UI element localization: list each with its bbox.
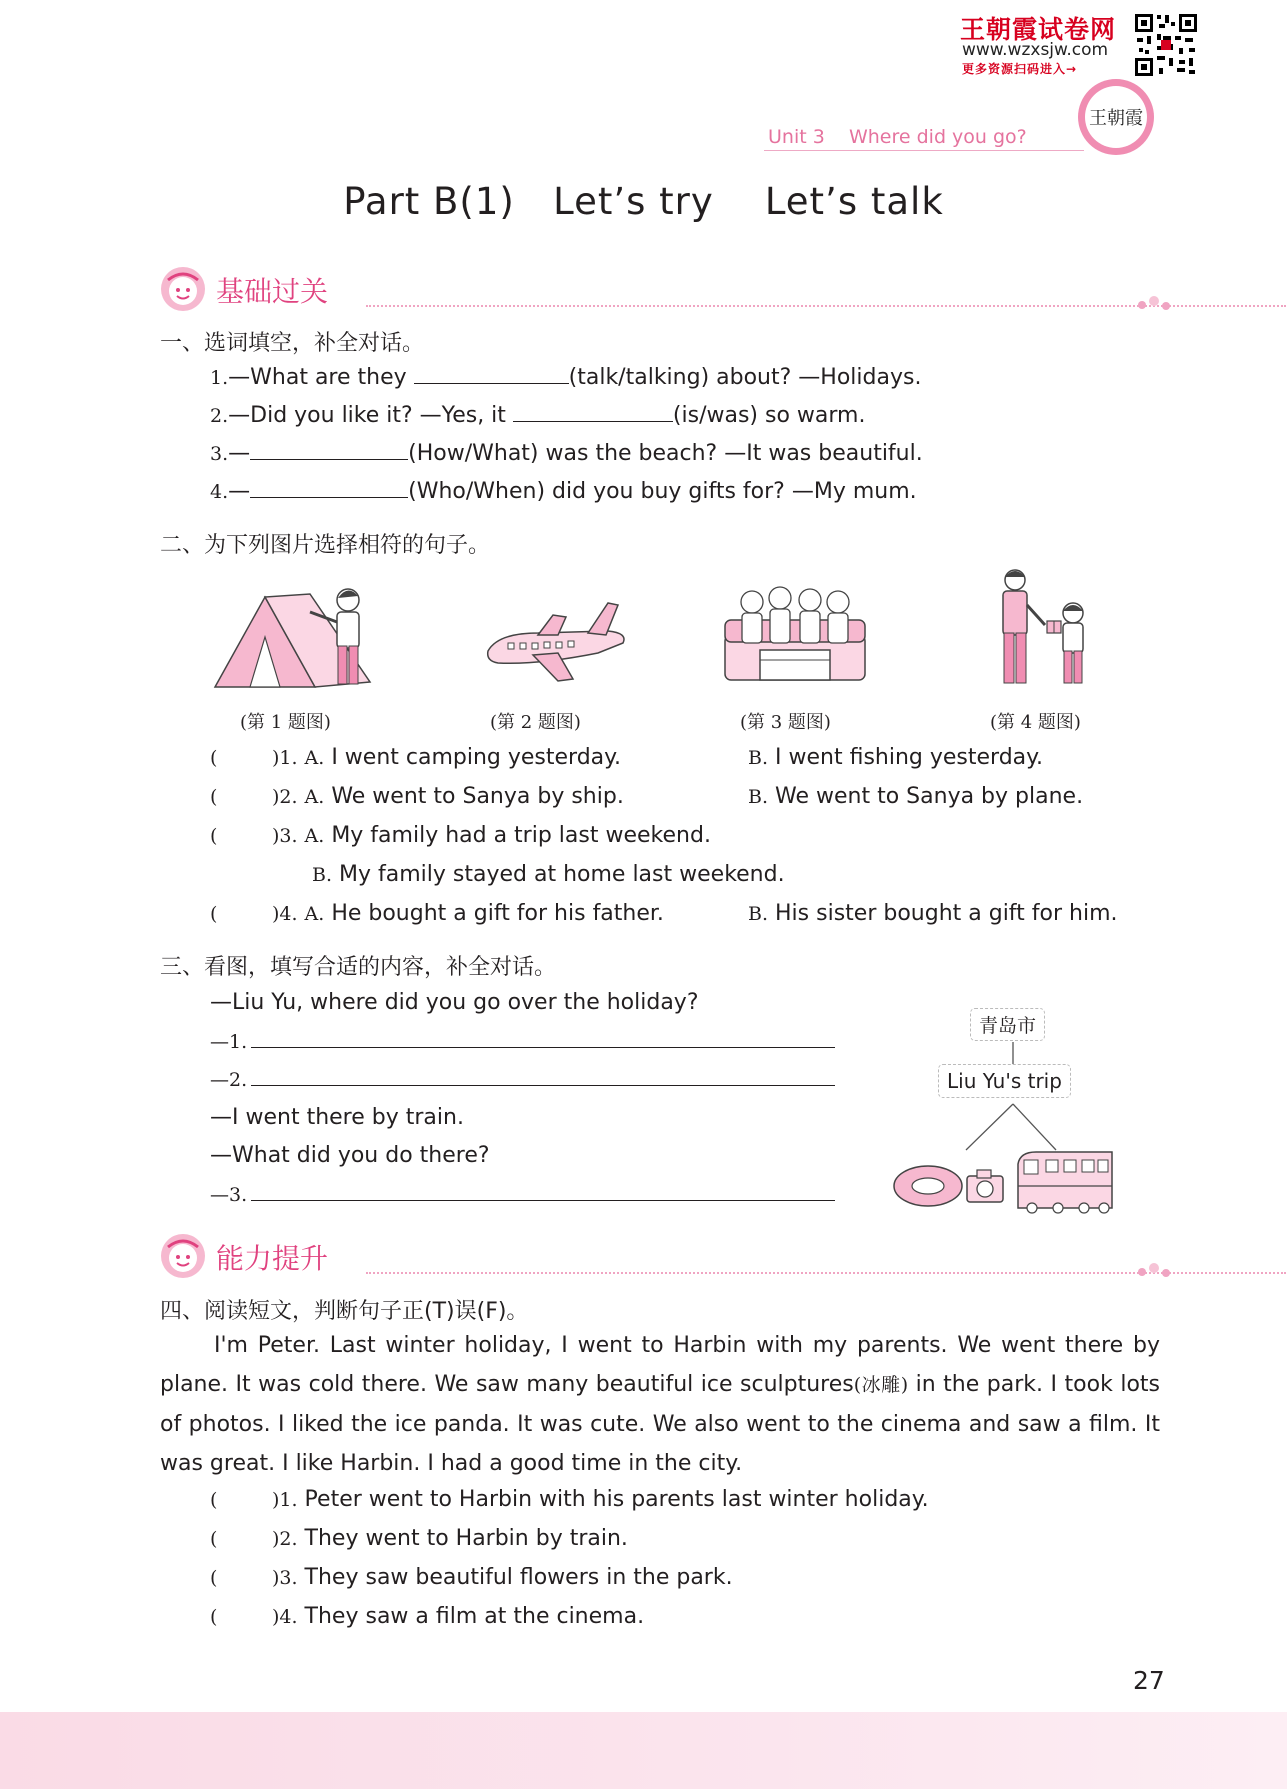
- q2-item-1: [210, 745, 621, 770]
- option-b-label: B.: [748, 903, 769, 925]
- item-number: )4.: [272, 903, 298, 925]
- camping-tent-picture: [205, 582, 405, 697]
- family-at-home-picture: [720, 580, 870, 695]
- q3-answer-2: [210, 1067, 835, 1092]
- q1-item-2-suffix: (is/was) so warm.: [672, 403, 866, 428]
- trip-diagram: [888, 996, 1138, 1226]
- qr-code-icon[interactable]: [1133, 12, 1199, 78]
- q2-item-3-b: [312, 862, 785, 887]
- option-b: His sister bought a gift for him.: [775, 901, 1118, 926]
- item-number: )2.: [272, 786, 298, 808]
- q2-item-3: [210, 823, 711, 848]
- section-title-basic: 基础过关: [216, 275, 329, 308]
- option-b: I went fishing yesterday.: [775, 745, 1044, 770]
- q4-item-1: [210, 1487, 929, 1512]
- answer-paren-open[interactable]: (: [210, 903, 218, 925]
- answer-blank[interactable]: [414, 365, 569, 384]
- q1-item-4-prefix: —: [228, 479, 251, 504]
- q1-item-4-suffix: (Who/When) did you buy gifts for? —My mum.: [408, 479, 917, 504]
- answer-paren-open[interactable]: (: [210, 1489, 218, 1511]
- seal-emblem-icon: [1075, 76, 1157, 158]
- answer-blank[interactable]: [251, 1029, 835, 1048]
- header-rule: [764, 150, 1084, 151]
- q1-item-2-prefix: —Did you like it? —Yes, it: [228, 403, 513, 428]
- page-title: Part B(1) Let’s try Let’s talk: [343, 180, 944, 223]
- train-icon: [1012, 1146, 1122, 1214]
- item-number: )1.: [272, 747, 298, 769]
- q1-item-2: [210, 403, 865, 428]
- q4-item-4: [210, 1604, 644, 1629]
- dots-ornament-icon: [1136, 295, 1176, 315]
- q2-item-4: [210, 901, 664, 926]
- q1-item-1-prefix: —What are they: [228, 365, 414, 390]
- picture-caption-2: (第 2 题图): [490, 712, 581, 733]
- answer-paren-open[interactable]: (: [210, 786, 218, 808]
- brand-url[interactable]: www.wzxsjw.com: [962, 40, 1109, 60]
- picture-caption-3: (第 3 题图): [740, 712, 831, 733]
- cartoon-face-icon: [160, 1233, 206, 1279]
- reading-passage: [160, 1326, 1160, 1483]
- answer-paren-open[interactable]: (: [210, 1567, 218, 1589]
- page-number: 27: [1133, 1666, 1165, 1695]
- diagram-trip-label: Liu Yu's trip: [938, 1064, 1071, 1098]
- question-3-title: 三、看图，填写合适的内容，补全对话。: [160, 955, 557, 980]
- option-b: We went to Sanya by plane.: [775, 784, 1084, 809]
- answer-paren-open[interactable]: (: [210, 1606, 218, 1628]
- q3-answer-1-label: —1.: [210, 1031, 248, 1053]
- brand-more-resources: 更多资源扫码进入→: [962, 62, 1078, 76]
- q3-question: —Liu Yu, where did you go over the holiday?: [210, 990, 699, 1015]
- answer-blank[interactable]: [251, 1067, 835, 1086]
- passage-part-2: in the park. I took lots of photos. I liked the ice panda. It was cute. We also went to the cinema and saw a film. It was great. I like Harbin. I had a good time in the city.: [160, 1372, 1160, 1476]
- option-a: We went to Sanya by ship.: [331, 784, 624, 809]
- item-number: 4.: [210, 481, 229, 503]
- dots-ornament-icon: [1136, 1262, 1176, 1282]
- passage-note: (冰雕): [853, 1374, 909, 1396]
- option-b-label: B.: [748, 747, 769, 769]
- answer-blank[interactable]: [250, 441, 408, 460]
- brand-name: 王朝霞试卷网: [960, 15, 1117, 44]
- option-b: My family stayed at home last weekend.: [339, 862, 785, 887]
- option-b-label: B.: [748, 786, 769, 808]
- unit-label: Unit 3 Where did you go?: [768, 126, 1027, 148]
- item-number: )3.: [272, 1567, 298, 1589]
- cartoon-face-icon: [160, 266, 206, 312]
- q2-item-1-b: [748, 745, 1043, 770]
- section-header-basic: [160, 266, 1160, 312]
- q3-answer-3: [210, 1182, 835, 1207]
- q1-item-1: [210, 365, 921, 390]
- q4-item-3: [210, 1565, 733, 1590]
- option-a-label: A.: [304, 786, 325, 808]
- statement: They saw beautiful flowers in the park.: [304, 1565, 733, 1590]
- option-a-label: A.: [304, 903, 325, 925]
- camera-icon: [964, 1166, 1006, 1206]
- q3-answer-2-label: —2.: [210, 1069, 248, 1091]
- statement: They saw a film at the cinema.: [304, 1604, 645, 1629]
- answer-blank[interactable]: [513, 403, 673, 422]
- option-a-label: A.: [304, 747, 325, 769]
- q3-line-4: —What did you do there?: [210, 1143, 490, 1168]
- q1-item-3-prefix: —: [228, 441, 251, 466]
- question-4-title: 四、阅读短文，判断句子正(T)误(F)。: [160, 1299, 529, 1324]
- statement: Peter went to Harbin with his parents last winter holiday.: [304, 1487, 929, 1512]
- statement: They went to Harbin by train.: [304, 1526, 628, 1551]
- brand-seal: [1075, 76, 1157, 158]
- answer-paren-open[interactable]: (: [210, 1528, 218, 1550]
- father-son-gift-picture: [985, 565, 1100, 695]
- q3-answer-3-label: —3.: [210, 1184, 248, 1206]
- picture-caption-4: (第 4 题图): [990, 712, 1081, 733]
- answer-paren-open[interactable]: (: [210, 747, 218, 769]
- option-a: I went camping yesterday.: [331, 745, 622, 770]
- question-1-title: 一、选词填空，补全对话。: [160, 331, 425, 356]
- answer-blank[interactable]: [250, 479, 408, 498]
- item-number: )2.: [272, 1528, 298, 1550]
- q4-item-2: [210, 1526, 628, 1551]
- question-2-title: 二、为下列图片选择相符的句子。: [160, 533, 491, 558]
- section-header-advanced: [160, 1233, 1160, 1279]
- swim-ring-icon: [890, 1160, 970, 1210]
- item-number: )4.: [272, 1606, 298, 1628]
- option-b-label: B.: [312, 864, 333, 886]
- option-a: My family had a trip last weekend.: [331, 823, 711, 848]
- q3-answer-1: [210, 1029, 835, 1054]
- footer-band: [0, 1712, 1287, 1789]
- item-number: 1.: [210, 367, 229, 389]
- svg-text:王朝霞: 王朝霞: [1089, 108, 1143, 129]
- section-title-advanced: 能力提升: [216, 1242, 329, 1275]
- q3-line-3: —I went there by train.: [210, 1105, 464, 1130]
- item-number: )1.: [272, 1489, 298, 1511]
- q1-item-4: [210, 479, 917, 504]
- item-number: )3.: [272, 825, 298, 847]
- item-number: 3.: [210, 443, 229, 465]
- option-a-label: A.: [304, 825, 325, 847]
- answer-blank[interactable]: [251, 1182, 835, 1201]
- passage-part-1: I'm Peter. Last winter holiday, I went to Harbin with my parents. We went there by plane. It was cold there. We saw many beautiful ice sculptures: [160, 1333, 1160, 1397]
- option-a: He bought a gift for his father.: [331, 901, 664, 926]
- item-number: 2.: [210, 405, 229, 427]
- picture-caption-1: (第 1 题图): [240, 712, 331, 733]
- q2-item-2-b: [748, 784, 1083, 809]
- answer-paren-open[interactable]: (: [210, 825, 218, 847]
- q1-item-1-suffix: (talk/talking) about? —Holidays.: [568, 365, 922, 390]
- q1-item-3-suffix: (How/What) was the beach? —It was beautiful.: [408, 441, 923, 466]
- q2-item-2: [210, 784, 624, 809]
- diagram-city-label: 青岛市: [970, 1008, 1045, 1041]
- airplane-picture: [478, 593, 633, 688]
- q2-item-4-b: [748, 901, 1118, 926]
- q1-item-3: [210, 441, 923, 466]
